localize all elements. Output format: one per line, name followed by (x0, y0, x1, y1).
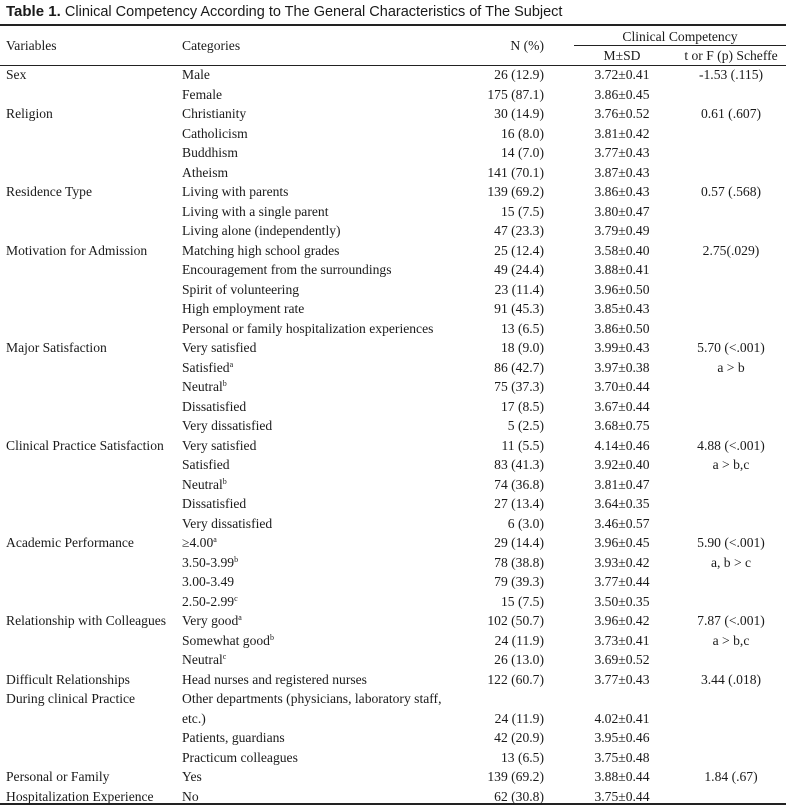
cell-text: 15 (7.5) (500, 593, 544, 609)
cell-text: 13 (6.5) (500, 749, 544, 765)
cell-text: 17 (8.5) (500, 398, 544, 414)
table-cell-msd (574, 456, 670, 473)
cell-text: Dissatisfied (182, 496, 247, 511)
table-cell-n (466, 768, 544, 785)
table-cell-n (466, 359, 544, 376)
cell-text: 3.86±0.50 (594, 320, 650, 336)
caption-label: Table 1. (6, 3, 61, 20)
cell-text: Clinical Practice Satisfaction (6, 437, 164, 453)
cell-text: 26 (12.9) (494, 67, 544, 82)
cell-text: Difficult Relationships (6, 671, 130, 687)
table-cell-msd (574, 671, 670, 688)
cell-text: 24 (11.9) (494, 710, 544, 726)
table-cell-cat (182, 203, 328, 220)
table-cell-msd (574, 242, 670, 259)
table-cell-msd (574, 320, 670, 337)
table-cell-n (466, 125, 544, 142)
cell-text: Spirit of volunteering (182, 281, 300, 297)
header-n: N (%) (510, 38, 544, 53)
cell-text: 13 (6.5) (500, 320, 544, 336)
table-cell-n (466, 710, 544, 727)
cell-text: a > b (717, 359, 745, 375)
cell-text: 139 (69.2) (487, 184, 544, 199)
table-cell-msd (574, 749, 670, 766)
table-cell-n (466, 183, 544, 200)
table-cell-n (466, 554, 544, 571)
superscript-marker: c (222, 652, 227, 661)
header-clinical-competency: Clinical Competency (622, 29, 738, 44)
table-cell-n (466, 398, 544, 415)
table-cell-var (6, 612, 166, 629)
superscript-marker: b (234, 554, 239, 564)
table-cell-n (466, 144, 544, 161)
table-cell-msd (574, 788, 670, 805)
table-cell-msd (574, 554, 670, 571)
cell-text: 3.86±0.45 (594, 86, 650, 102)
table-cell-n (466, 203, 544, 220)
cell-text: 3.81±0.47 (594, 476, 650, 492)
table-cell-cat (182, 690, 441, 707)
table-cell-cat (182, 437, 256, 454)
cell-text: Head nurses and registered nurses (182, 671, 367, 687)
table-cell-n (466, 593, 544, 610)
cell-text: 141 (70.1) (487, 164, 544, 180)
cell-text: 79 (39.3) (494, 574, 544, 589)
cell-text: Very dissatisfied (182, 418, 273, 433)
table-cell-msd (574, 515, 670, 532)
cell-text: 3.46±0.57 (594, 515, 650, 531)
cell-text: 3.96±0.42 (594, 613, 650, 628)
table-cell-msd (574, 66, 670, 83)
cell-text: 16 (8.0) (500, 125, 544, 141)
table-cell-var (6, 690, 135, 707)
table-cell-var (6, 339, 107, 356)
cell-text: Very good (182, 613, 239, 628)
table-cell-cat (182, 554, 238, 571)
table-cell-cat (182, 144, 238, 161)
table-cell-cat (182, 632, 274, 649)
table-cell-tf (676, 632, 786, 649)
cell-text: 3.77±0.43 (594, 671, 650, 687)
cell-text: Satisfied (182, 359, 230, 375)
table-cell-msd (574, 632, 670, 649)
cell-text: 3.58±0.40 (594, 242, 650, 258)
cell-text: 3.97±0.38 (594, 359, 650, 375)
table-cell-cat (182, 456, 230, 473)
table-cell-n (466, 320, 544, 337)
cell-text: 3.96±0.45 (594, 535, 650, 550)
cell-text: Male (182, 67, 210, 82)
table-cell-msd (574, 398, 670, 415)
table-cell-n (466, 671, 544, 688)
table-cell-tf (676, 534, 786, 551)
cell-text: 3.73±0.41 (594, 632, 650, 648)
superscript-marker: a (229, 359, 234, 369)
table-cell-msd (574, 593, 670, 610)
table-cell-msd (574, 164, 670, 181)
table-cell-n (466, 261, 544, 278)
cell-text: Living alone (independently) (182, 223, 341, 238)
cell-text: 3.70±0.44 (594, 379, 650, 394)
table-cell-cat (182, 768, 202, 785)
table-cell-cat (182, 651, 226, 668)
table-cell-cat (182, 398, 246, 415)
table-cell-cat (182, 183, 288, 200)
table-cell-n (466, 417, 544, 434)
cell-text: 62 (30.8) (494, 788, 544, 804)
table-cell-msd (574, 378, 670, 395)
cell-text: 27 (13.4) (494, 496, 544, 511)
table-cell-tf (676, 242, 786, 259)
header-t-or-f: t or F (p) Scheffe (684, 48, 778, 63)
cell-text: 75 (37.3) (494, 379, 544, 394)
table-cell-msd (574, 222, 670, 239)
table-cell-msd (574, 300, 670, 317)
cell-text: Catholicism (182, 125, 248, 141)
cell-text: 18 (9.0) (500, 340, 544, 355)
cell-text: 3.75±0.44 (594, 788, 650, 804)
cell-text: 139 (69.2) (487, 769, 544, 784)
cell-text: 3.96±0.50 (594, 281, 650, 297)
cell-text: 175 (87.1) (487, 86, 544, 102)
cell-text: Hospitalization Experience (6, 788, 154, 804)
cell-text: 86 (42.7) (494, 359, 544, 375)
cell-text: High employment rate (182, 301, 305, 316)
table-cell-tf (676, 66, 786, 83)
cell-text: 102 (50.7) (487, 613, 544, 628)
superscript-marker: a (213, 535, 217, 544)
table-cell-cat (182, 534, 217, 551)
cell-text: 14 (7.0) (500, 145, 544, 160)
table-cell-cat (182, 300, 304, 317)
table-caption (6, 3, 562, 20)
table-cell-n (466, 242, 544, 259)
table-cell-n (466, 339, 544, 356)
cell-text: Sex (6, 67, 27, 82)
cell-text: 26 (13.0) (494, 652, 544, 667)
table-cell-msd (574, 437, 670, 454)
cell-text: 3.79±0.49 (594, 223, 650, 238)
cell-text: -1.53 (.115) (698, 67, 764, 82)
table-cell-cat (182, 320, 433, 337)
cell-text: Neutral (182, 476, 223, 492)
superscript-marker: a (238, 613, 242, 622)
cell-text: etc.) (182, 710, 206, 726)
cell-text: 3.00-3.49 (182, 574, 235, 589)
table-cell-cat (182, 339, 256, 356)
top-rule (0, 24, 786, 26)
table-cell-msd (574, 476, 670, 493)
table-cell-cat (182, 222, 341, 239)
table-cell-cat (182, 359, 233, 376)
table-cell-n (466, 300, 544, 317)
table-cell-n (466, 66, 544, 83)
table-cell-cat (182, 729, 285, 746)
table-cell-cat (182, 105, 246, 122)
table-cell-var (6, 788, 154, 805)
table-cell-cat (182, 86, 222, 103)
cell-text: Academic Performance (6, 535, 134, 550)
cell-text: 3.76±0.52 (594, 106, 650, 121)
cell-text: 3.99±0.43 (594, 340, 650, 355)
cell-text: 0.57 (.568) (700, 184, 762, 199)
table-cell-var (6, 66, 26, 83)
table-cell-var (6, 105, 53, 122)
table-cell-cat (182, 476, 227, 493)
cell-text: Living with parents (182, 184, 289, 199)
table-cell-var (6, 534, 134, 551)
cell-text: 3.81±0.42 (594, 125, 650, 141)
cell-text: Satisfied (182, 457, 230, 472)
cell-text: 78 (38.8) (494, 554, 544, 570)
table-cell-msd (574, 144, 670, 161)
table-cell-n (466, 515, 544, 532)
table-cell-msd (574, 359, 670, 376)
cell-text: 3.95±0.46 (594, 730, 650, 745)
cell-text: 3.69±0.52 (594, 652, 650, 667)
cell-text: 3.64±0.35 (594, 496, 650, 511)
cell-text: 4.88 (<.001) (697, 437, 765, 453)
cell-text: Living with a single parent (182, 203, 329, 219)
cell-text: 6 (3.0) (507, 515, 544, 531)
cell-text: Atheism (182, 164, 229, 180)
table-cell-cat (182, 378, 227, 395)
table-cell-n (466, 164, 544, 181)
cell-text: 83 (41.3) (494, 457, 544, 472)
table-cell-msd (574, 495, 670, 512)
table-cell-n (466, 749, 544, 766)
cell-text: Motivation for Admission (6, 242, 148, 258)
cell-text: 3.88±0.41 (594, 262, 650, 277)
table-cell-tf (676, 339, 786, 356)
table-cell-msd (574, 612, 670, 629)
table-cell-n (466, 105, 544, 122)
table-cell-cat (182, 710, 206, 727)
cell-text: Neutral (182, 379, 223, 394)
table-cell-n (466, 651, 544, 668)
cell-text: a > b,c (712, 632, 750, 648)
table-cell-n (466, 222, 544, 239)
table-cell-n (466, 612, 544, 629)
cell-text: 3.67±0.44 (594, 398, 650, 414)
cell-text: 25 (12.4) (494, 242, 544, 258)
cell-text: 11 (5.5) (501, 437, 544, 453)
cell-text: 3.92±0.40 (594, 457, 650, 472)
table-cell-var (6, 437, 164, 454)
cell-text: 3.86±0.43 (594, 184, 650, 199)
cell-text: ≥4.00 (182, 535, 214, 550)
cell-text: Very satisfied (182, 437, 257, 453)
cell-text: 3.80±0.47 (594, 203, 650, 219)
cell-text: Christianity (182, 106, 247, 121)
table-cell-msd (574, 573, 670, 590)
table-cell-tf (676, 671, 786, 688)
table-cell-msd (574, 417, 670, 434)
table-cell-tf (676, 554, 786, 571)
cell-text: 1.84 (.67) (704, 769, 758, 784)
cell-text: 122 (60.7) (487, 671, 544, 687)
cell-text: 3.75±0.48 (594, 749, 650, 765)
table-cell-cat (182, 573, 234, 590)
table-cell-tf (676, 456, 786, 473)
table-cell-n (466, 378, 544, 395)
table-cell-msd (574, 534, 670, 551)
table-cell-msd (574, 105, 670, 122)
table-cell-cat (182, 281, 299, 298)
table-cell-msd (574, 183, 670, 200)
cell-text: Practicum colleagues (182, 749, 298, 765)
table-cell-tf (676, 359, 786, 376)
cell-text: Relationship with Colleagues (6, 613, 167, 628)
cell-text: 23 (11.4) (494, 281, 544, 297)
table-cell-msd (574, 125, 670, 142)
table-cell-var (6, 768, 109, 785)
cell-text: Encouragement from the surroundings (182, 262, 392, 277)
table-cell-cat (182, 671, 367, 688)
table-cell-cat (182, 242, 339, 259)
cell-text: 5.90 (<.001) (697, 535, 765, 550)
cell-text: 3.93±0.42 (594, 554, 650, 570)
table-cell-var (6, 671, 130, 688)
superscript-marker: b (269, 632, 274, 642)
table-cell-cat (182, 164, 228, 181)
cell-text: No (182, 788, 199, 804)
cell-text: 3.72±0.41 (594, 67, 650, 82)
table-cell-var (6, 183, 92, 200)
cell-text: 3.50-3.99 (182, 554, 235, 570)
cell-text: 5.70 (<.001) (697, 340, 765, 355)
table-cell-msd (574, 86, 670, 103)
table-cell-tf (676, 612, 786, 629)
cell-text: 3.87±0.43 (594, 164, 650, 180)
superscript-marker: b (222, 476, 227, 486)
caption-text: Clinical Competency According to The General Characteristics of The Subject (64, 4, 563, 20)
superscript-marker: b (222, 379, 227, 388)
cell-text: Somewhat good (182, 632, 270, 648)
cell-text: 7.87 (<.001) (697, 613, 765, 628)
cell-text: 15 (7.5) (500, 203, 544, 219)
cell-text: 91 (45.3) (494, 301, 544, 316)
table-cell-msd (574, 729, 670, 746)
table-cell-cat (182, 749, 298, 766)
cell-text: Very dissatisfied (182, 515, 273, 531)
cell-text: 3.77±0.43 (594, 145, 650, 160)
cell-text: 0.61 (.607) (700, 106, 762, 121)
cell-text: 30 (14.9) (494, 106, 544, 121)
table-cell-n (466, 632, 544, 649)
cell-text: Very satisfied (182, 340, 257, 355)
cell-text: Other departments (physicians, laboratory staff, (182, 691, 442, 706)
cell-text: 3.50±0.35 (594, 593, 650, 609)
cell-text: 49 (24.4) (494, 262, 544, 277)
cell-text: Religion (6, 106, 53, 121)
cell-text: During clinical Practice (6, 691, 136, 706)
cell-text: Yes (182, 769, 202, 784)
cell-text: Personal or family hospitalization experiences (182, 320, 434, 336)
cell-text: Dissatisfied (182, 398, 247, 414)
table-cell-n (466, 86, 544, 103)
cell-text: 3.44 (.018) (700, 671, 762, 687)
table-cell-cat (182, 788, 199, 805)
cell-text: Neutral (182, 652, 223, 667)
cell-text: a, b > c (710, 554, 752, 570)
table-cell-n (466, 729, 544, 746)
table-cell-tf (676, 768, 786, 785)
table-cell-tf (676, 105, 786, 122)
table-cell-cat (182, 515, 272, 532)
table-cell-n (466, 788, 544, 805)
table-cell-msd (574, 651, 670, 668)
table-cell-n (466, 495, 544, 512)
cell-text: Matching high school grades (182, 242, 340, 258)
cell-text: Patients, guardians (182, 730, 285, 745)
cell-text: 4.14±0.46 (594, 437, 650, 453)
table-cell-cat (182, 417, 272, 434)
cell-text: 2.75(.029) (702, 242, 760, 258)
table-cell-cat (182, 261, 392, 278)
table-cell-tf (676, 437, 786, 454)
header-msd: M±SD (603, 48, 641, 63)
table-cell-cat (182, 612, 242, 629)
cell-text: Personal or Family (6, 769, 110, 784)
table-cell-cat (182, 593, 238, 610)
table-cell-tf (676, 183, 786, 200)
cell-text: 24 (11.9) (494, 632, 544, 648)
cell-text: Female (182, 86, 223, 102)
cell-text: 3.85±0.43 (594, 301, 650, 316)
superscript-marker: c (234, 593, 238, 603)
header-categories: Categories (182, 38, 241, 53)
cell-text: a > b,c (712, 457, 750, 472)
group-rule (574, 45, 786, 46)
table-cell-n (466, 437, 544, 454)
table-cell-msd (574, 281, 670, 298)
table-cell-var (6, 242, 147, 259)
bottom-rule (0, 803, 786, 805)
cell-text: 4.02±0.41 (594, 710, 650, 726)
table-cell-cat (182, 66, 210, 83)
table-cell-msd (574, 768, 670, 785)
table-cell-n (466, 534, 544, 551)
table-cell-msd (574, 710, 670, 727)
cell-text: 5 (2.5) (507, 418, 544, 433)
cell-text: 3.77±0.44 (594, 574, 650, 589)
cell-text: Residence Type (6, 184, 92, 199)
table-cell-msd (574, 203, 670, 220)
table-cell-n (466, 476, 544, 493)
cell-text: 3.88±0.44 (594, 769, 650, 784)
cell-text: Major Satisfaction (6, 340, 107, 355)
header-variables: Variables (6, 38, 57, 53)
cell-text: 47 (23.3) (494, 223, 544, 238)
table-cell-msd (574, 261, 670, 278)
table-cell-n (466, 281, 544, 298)
table-cell-msd (574, 339, 670, 356)
cell-text: Buddhism (182, 145, 238, 160)
cell-text: 3.68±0.75 (594, 418, 650, 433)
table-cell-cat (182, 125, 248, 142)
table-cell-cat (182, 495, 246, 512)
table-cell-n (466, 456, 544, 473)
cell-text: 2.50-2.99 (182, 593, 235, 609)
cell-text: 29 (14.4) (494, 535, 544, 550)
cell-text: 42 (20.9) (494, 730, 544, 745)
table-cell-n (466, 573, 544, 590)
cell-text: 74 (36.8) (494, 476, 544, 492)
